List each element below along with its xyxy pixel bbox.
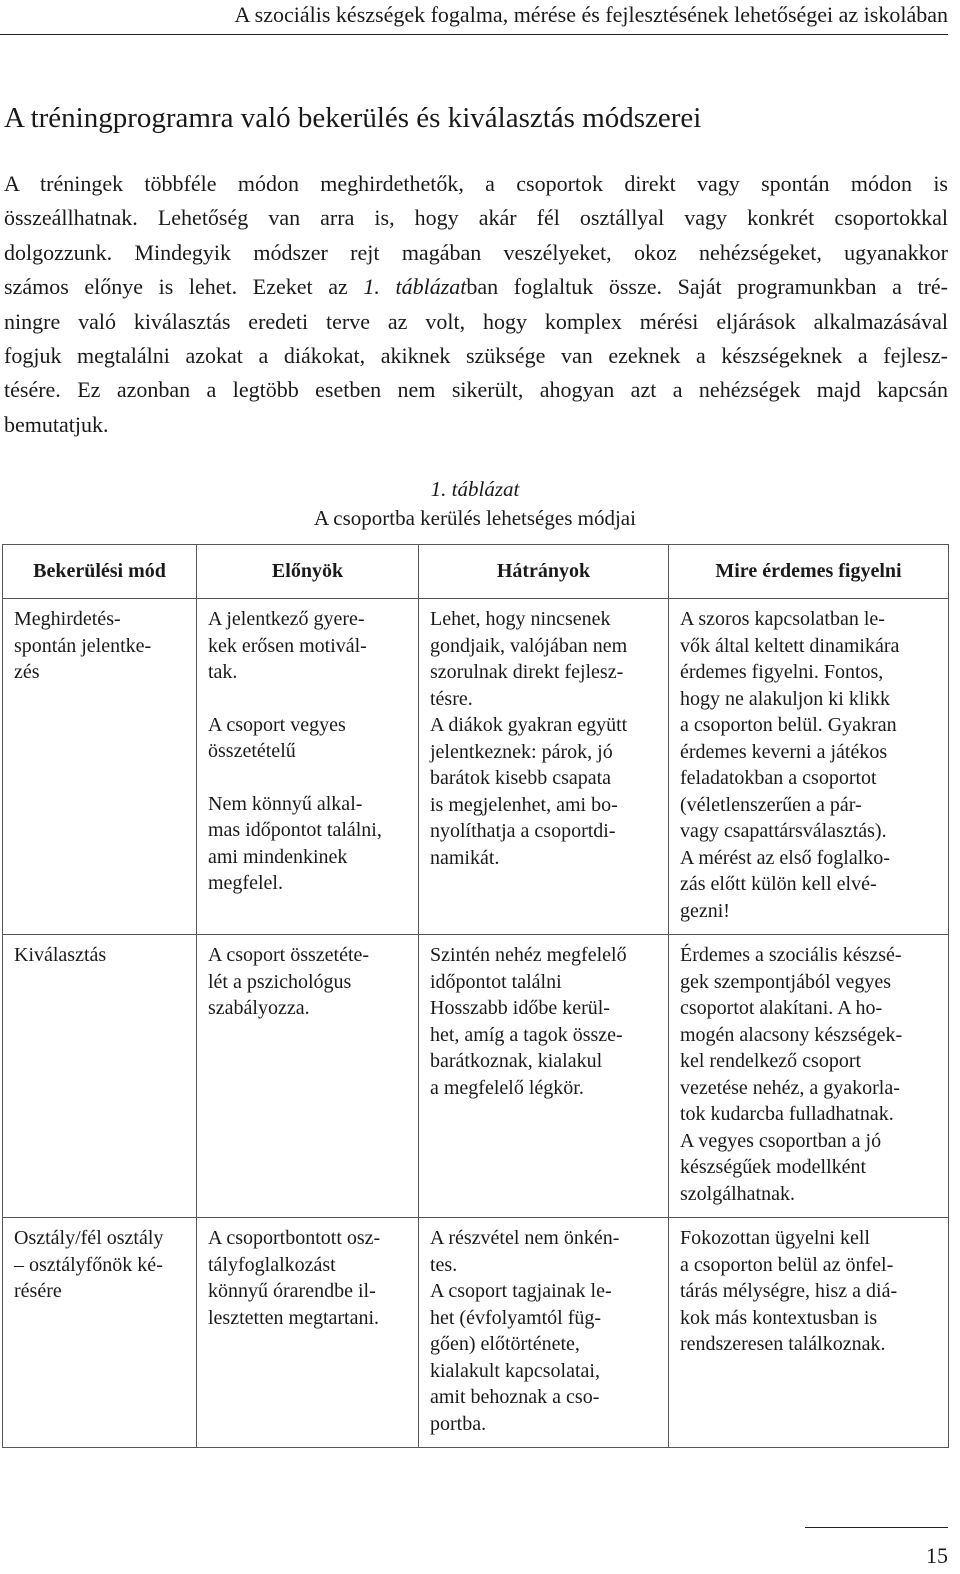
cell-line: A szoros kapcsolatban le- [680,608,885,630]
cell-line: vezetése nehéz, a gyakorla- [680,1076,900,1099]
cell-line: Fokozottan ügyelni kell [680,1227,870,1249]
cell-line: (véletlenszerűen a pár- [680,793,862,816]
table-row [3,935,949,1218]
cell-line: kok más kontextusban is [680,1306,878,1329]
paragraph-line: dolgozzunk. Mindegyik módszer rejt magában veszélyeket, okoz nehézségeket, ugyanakkor [4,239,948,265]
cell-line: tok kudarcba fulladhatnak. [680,1103,894,1125]
cell-line: érdemes keverni a játékos [680,740,888,763]
cell-cons [419,599,669,935]
cell-line: mas időpontot találni, [208,819,382,841]
body-paragraph [4,167,948,442]
cell-notes [669,935,949,1218]
cell-line: Érdemes a szociális készsé- [680,944,902,966]
cell-line: a csoporton belül. Gyakran [680,714,897,736]
text-run: számos előnye is lehet. Ezeket az [4,274,364,300]
cell-notes [669,1218,949,1448]
footer-rule [805,1527,948,1528]
cell-line: könnyű órarendbe il- [208,1280,376,1302]
cell-line: a megfelelő légkör. [430,1076,584,1099]
running-header: A szociális készségek fogalma, mérése és fejlesztésének lehetőségei az iskolában [0,0,948,35]
cell-line: zés [14,661,40,683]
cell-line: összetételű [208,740,296,762]
cell-line: barátkoznak, kialakul [430,1050,603,1072]
paragraph-line: tésére. Ez azonban a legtöbb esetben nem sikerült, ahogyan azt a nehézségek majd kapcsán [4,377,948,403]
cell-line: gondjaik, valójában nem [430,634,628,657]
cell-pros [197,935,419,1218]
cell-line: portba. [430,1412,487,1435]
cell-line: A csoport összetéte- [208,944,370,966]
table-body [3,599,949,1448]
group-selection-table [2,544,949,1448]
table-row [3,599,949,935]
section-title: A tréningprogramra való bekerülés és kiválasztás módszerei [4,102,702,134]
cell-line: A részvétel nem önkén- [430,1227,620,1249]
header-notes: Mire érdemes figyelni [669,545,949,599]
cell-line: szorulnak direkt fejlesz- [430,661,624,683]
header-mode: Bekerülési mód [3,545,197,599]
table-header-row [3,545,949,599]
cell-line: kialakult kapcsolatai, [430,1359,600,1382]
cell-line: A diákok gyakran együtt [430,714,628,736]
cell-line: tak. [208,661,238,683]
paragraph-gap [208,765,408,791]
text-run: ban foglaltuk össze. Saját programunkban a tré- [466,274,948,300]
cell-line: tes. [430,1253,458,1276]
paragraph-gap [208,686,408,712]
cell-line: A jelentkező gyere- [208,608,365,630]
cell-line: lesztetten megtartani. [208,1306,380,1329]
cell-line: A vegyes csoportban a jó [680,1129,882,1152]
cell-line: Nem könnyű alkal- [208,792,363,815]
cell-line: időpontot találni [430,970,562,993]
cell-cons [419,935,669,1218]
table-caption-title: A csoportba kerülés lehetséges módjai [314,506,636,530]
cell-line: tárás mélységre, hisz a diá- [680,1280,898,1302]
cell-line: feladatokban a csoportot [680,767,877,789]
cell-line: mogén alacsony készségek- [680,1023,903,1046]
cell-line: kek erősen motivál- [208,634,367,657]
cell-pros [197,1218,419,1448]
cell-line: barátok kisebb csapata [430,767,612,789]
cell-line: csoportot alakítani. A ho- [680,997,883,1019]
cell-line: rendszeresen találkoznak. [680,1333,886,1355]
cell-line: nyolíthatja a csoportdi- [430,820,616,842]
cell-line: kel rendelkező csoport [680,1050,862,1072]
cell-line: zás előtt külön kell elvé- [680,873,877,895]
cell-line: hogy ne alakuljon ki klikk [680,687,890,710]
cell-line: Osztály/fél osztály [14,1227,164,1249]
cell-line: amit behoznak a cso- [430,1386,600,1408]
table-reference: 1. táblázat [363,274,467,300]
cell-line: Hosszabb időbe kerül- [430,997,610,1019]
cell-line: ami mindenkinek [208,845,348,868]
paragraph-line [4,270,948,304]
paragraph-line: összeállhatnak. Lehetőség van arra is, hogy akár fél osztállyal vagy konkrét csoportokkal [4,205,948,231]
cell-cons [419,1218,669,1448]
cell-notes [669,599,949,935]
page-number: 15 [926,1543,948,1568]
cell-line: gek szempontjából vegyes [680,970,892,993]
cell-line: namikát. [430,846,500,869]
cell-line: jelentkeznek: párok, jó [430,740,613,763]
cell-line: A csoportbontott osz- [208,1227,381,1249]
cell-line: szabályozza. [208,997,310,1019]
header-pros: Előnyök [197,545,419,599]
cell-line: lét a pszichológus [208,970,352,993]
cell-line: megfelel. [208,872,283,894]
cell-line: a csoporton belül az önfel- [680,1253,894,1276]
cell-line: A csoport tagjainak le- [430,1280,612,1302]
cell-mode [3,1218,197,1448]
cell-line: Szintén nehéz megfelelő [430,944,627,966]
cell-line: gően) előtörténete, [430,1333,580,1355]
cell-line: – osztályfőnök ké- [14,1253,163,1276]
paragraph-line: A tréningek többféle módon meghirdethetők, a csoportok direkt vagy spontán módon is [4,171,948,196]
cell-line: vők által keltett dinamikára [680,634,900,657]
cell-line: tésre. [430,687,473,710]
table-row [3,1218,949,1448]
cell-line: Kiválasztás [14,944,107,966]
cell-line: het (évfolyamtól füg- [430,1306,602,1329]
cell-line: résére [14,1280,62,1302]
paragraph-line: ningre való kiválasztás eredeti terve az volt, hogy komplex mérési eljárások alkalmazásával [4,308,948,334]
header-cons: Hátrányok [419,545,669,599]
cell-line: szolgálhatnak. [680,1182,795,1205]
cell-line: vagy csapattársválasztás). [680,820,887,842]
cell-line: Meghirdetés- [14,608,121,630]
cell-line: is megjelenhet, ami bo- [430,793,618,816]
paragraph-line: fogjuk megtalálni azokat a diákokat, akiknek szüksége van ezeknek a készségeknek a fejlesz- [4,343,948,369]
paragraph-line: bemutatjuk. [4,411,109,437]
cell-mode [3,935,197,1218]
cell-pros [197,599,419,935]
cell-line: készségűek modellként [680,1156,867,1178]
cell-line: Lehet, hogy nincsenek [430,608,611,630]
cell-line: A csoport vegyes [208,713,346,736]
cell-line: spontán jelentke- [14,634,152,657]
cell-line: A mérést az első foglalko- [680,846,890,869]
table-caption-number: 1. táblázat [430,477,520,501]
cell-line: tályfoglalkozást [208,1253,336,1276]
cell-mode [3,599,197,935]
cell-line: gezni! [680,899,730,922]
cell-line: érdemes figyelni. Fontos, [680,661,884,683]
cell-line: het, amíg a tagok össze- [430,1023,623,1046]
